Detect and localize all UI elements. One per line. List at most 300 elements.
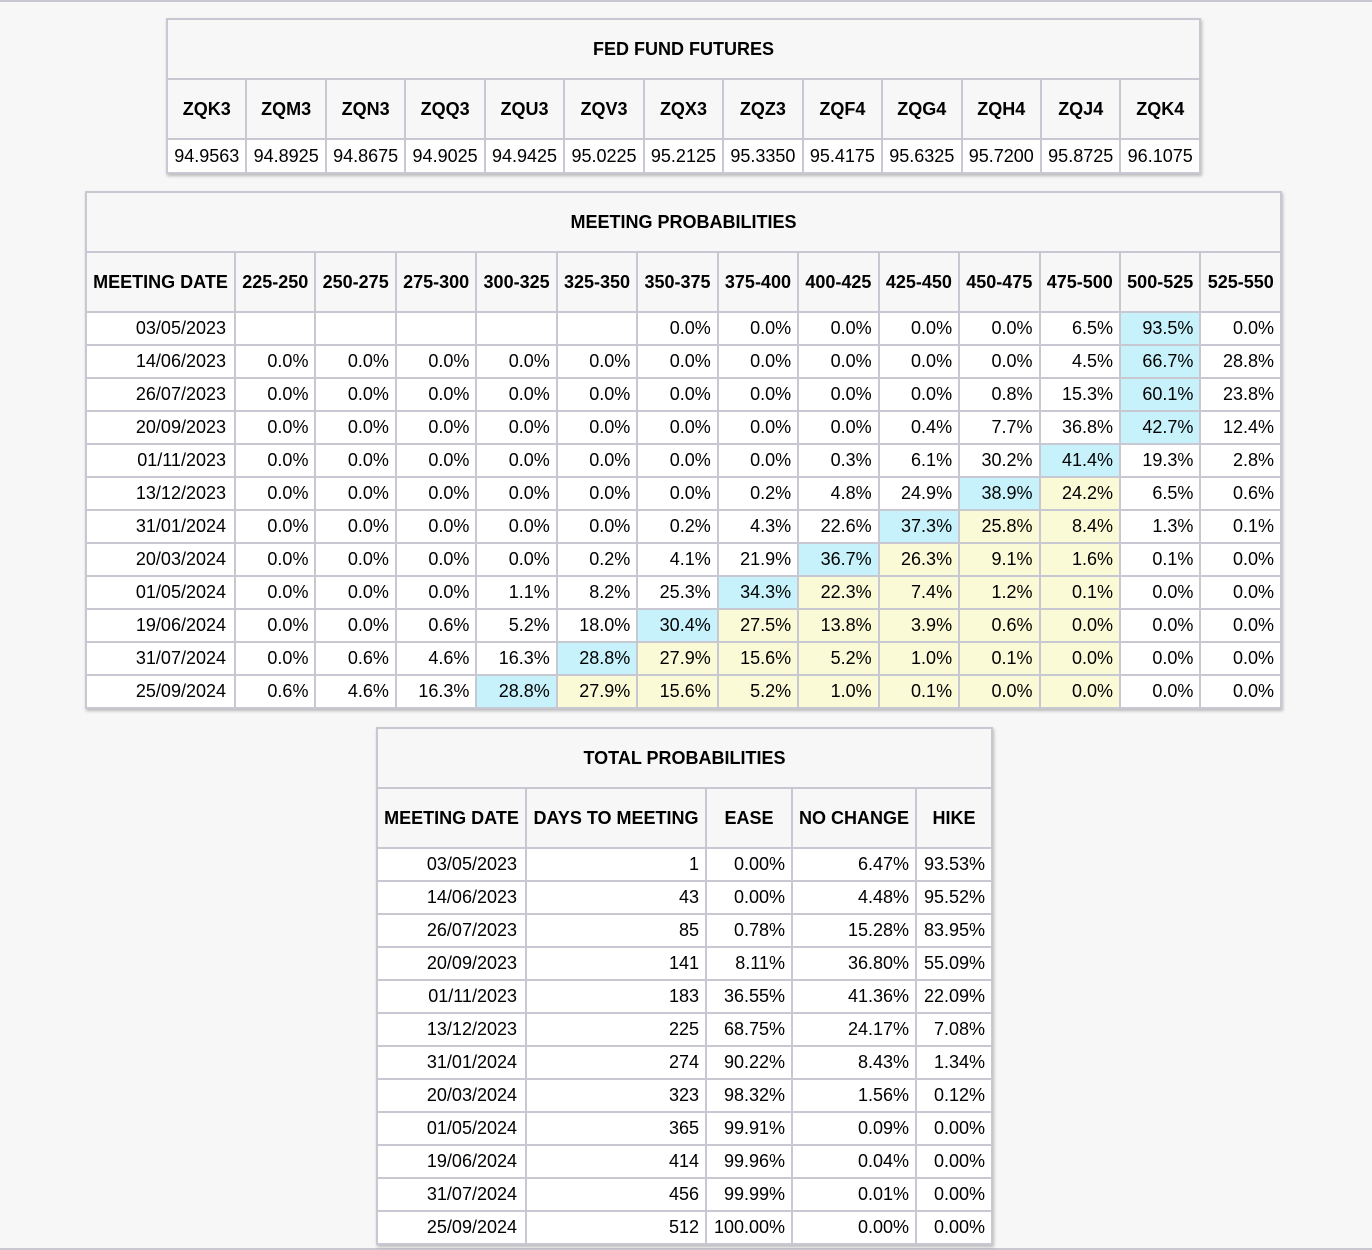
probability-cell: 0.1% <box>1120 543 1200 576</box>
contract-header-zqx3: ZQX3 <box>644 79 723 139</box>
range-header-400-425: 400-425 <box>798 252 878 312</box>
totals-row <box>377 848 992 881</box>
totals-date-cell: 20/09/2023 <box>377 947 526 980</box>
probability-cell <box>235 312 315 345</box>
probability-cell: 0.1% <box>879 675 959 708</box>
totals-date-cell: 01/11/2023 <box>377 980 526 1013</box>
contract-price-zqq3: 94.9025 <box>405 139 484 173</box>
probability-cell: 15.6% <box>637 675 717 708</box>
probability-cell: 0.0% <box>557 345 637 378</box>
totals-value-cell: 7.08% <box>916 1013 992 1046</box>
probability-cell: 0.0% <box>1200 675 1281 708</box>
totals-row <box>377 914 992 947</box>
probability-cell: 0.0% <box>396 510 476 543</box>
probability-cell: 16.3% <box>396 675 476 708</box>
probability-cell: 0.0% <box>396 411 476 444</box>
totals-value-cell: 6.47% <box>792 848 916 881</box>
totals-row <box>377 1046 992 1079</box>
meeting-date-cell: 26/07/2023 <box>86 378 235 411</box>
probability-cell <box>476 312 556 345</box>
probability-cell: 0.0% <box>1200 609 1281 642</box>
probability-cell: 0.0% <box>235 609 315 642</box>
probability-cell: 66.7% <box>1120 345 1200 378</box>
probability-cell: 26.3% <box>879 543 959 576</box>
probability-cell: 42.7% <box>1120 411 1200 444</box>
totals-value-cell: 0.04% <box>792 1145 916 1178</box>
contract-header-zqm3: ZQM3 <box>246 79 325 139</box>
contract-price-zqj4: 95.8725 <box>1041 139 1120 173</box>
probability-cell: 0.0% <box>235 345 315 378</box>
totals-row <box>377 947 992 980</box>
totals-value-cell: 41.36% <box>792 980 916 1013</box>
probability-cell: 0.8% <box>959 378 1039 411</box>
totals-value-cell: 15.28% <box>792 914 916 947</box>
probability-cell: 0.0% <box>959 345 1039 378</box>
probability-cell: 0.0% <box>235 444 315 477</box>
probability-cell: 0.0% <box>476 345 556 378</box>
totals-value-cell: 323 <box>526 1079 706 1112</box>
probability-cell: 8.4% <box>1040 510 1120 543</box>
totals-date-cell: 14/06/2023 <box>377 881 526 914</box>
probability-cell: 0.0% <box>396 378 476 411</box>
totals-value-cell: 0.09% <box>792 1112 916 1145</box>
probability-cell: 36.7% <box>798 543 878 576</box>
meeting-date-cell: 13/12/2023 <box>86 477 235 510</box>
totals-value-cell: 0.12% <box>916 1079 992 1112</box>
contract-price-zqv3: 95.0225 <box>564 139 643 173</box>
totals-value-cell: 1.56% <box>792 1079 916 1112</box>
probability-cell: 16.3% <box>476 642 556 675</box>
totals-value-cell: 1.34% <box>916 1046 992 1079</box>
totals-header-ease: EASE <box>706 788 792 848</box>
contract-price-zqu3: 94.9425 <box>485 139 564 173</box>
totals-value-cell: 36.80% <box>792 947 916 980</box>
meeting-row <box>86 576 1281 609</box>
probability-cell: 0.0% <box>315 378 395 411</box>
meeting-date-cell: 14/06/2023 <box>86 345 235 378</box>
probability-cell: 0.0% <box>1200 312 1281 345</box>
probability-cell: 0.2% <box>718 477 798 510</box>
probability-cell: 0.0% <box>798 345 878 378</box>
totals-value-cell: 43 <box>526 881 706 914</box>
probability-cell: 6.5% <box>1120 477 1200 510</box>
totals-row <box>377 881 992 914</box>
range-header-475-500: 475-500 <box>1040 252 1120 312</box>
meeting-date-cell: 01/11/2023 <box>86 444 235 477</box>
meeting-row <box>86 477 1281 510</box>
meeting-date-cell: 31/07/2024 <box>86 642 235 675</box>
total-probabilities-title: TOTAL PROBABILITIES <box>377 728 992 788</box>
probability-cell: 0.0% <box>718 345 798 378</box>
meeting-date-cell: 25/09/2024 <box>86 675 235 708</box>
probability-cell: 0.4% <box>879 411 959 444</box>
totals-value-cell: 95.52% <box>916 881 992 914</box>
probability-cell: 0.0% <box>315 609 395 642</box>
totals-value-cell: 99.99% <box>706 1178 792 1211</box>
probability-cell: 0.0% <box>235 411 315 444</box>
totals-date-cell: 31/01/2024 <box>377 1046 526 1079</box>
probability-cell: 0.0% <box>476 510 556 543</box>
totals-value-cell: 68.75% <box>706 1013 792 1046</box>
meeting-row <box>86 543 1281 576</box>
totals-row <box>377 1145 992 1178</box>
totals-row <box>377 1211 992 1244</box>
totals-value-cell: 0.00% <box>916 1178 992 1211</box>
probability-cell: 0.0% <box>557 378 637 411</box>
probability-cell: 7.4% <box>879 576 959 609</box>
probability-cell: 0.0% <box>1200 576 1281 609</box>
meeting-probabilities-title: MEETING PROBABILITIES <box>86 192 1281 252</box>
meeting-row <box>86 642 1281 675</box>
contract-price-zqk4: 96.1075 <box>1120 139 1200 173</box>
totals-value-cell: 8.43% <box>792 1046 916 1079</box>
meeting-date-cell: 01/05/2024 <box>86 576 235 609</box>
probability-cell: 0.0% <box>879 378 959 411</box>
contract-header-zqj4: ZQJ4 <box>1041 79 1120 139</box>
meeting-date-cell: 03/05/2023 <box>86 312 235 345</box>
totals-row <box>377 1013 992 1046</box>
totals-value-cell: 83.95% <box>916 914 992 947</box>
probability-cell: 0.0% <box>718 378 798 411</box>
probability-cell: 13.8% <box>798 609 878 642</box>
probability-cell: 0.0% <box>637 411 717 444</box>
probability-cell: 0.0% <box>476 444 556 477</box>
probability-cell: 0.0% <box>879 312 959 345</box>
probability-cell: 1.3% <box>1120 510 1200 543</box>
probability-cell: 34.3% <box>718 576 798 609</box>
totals-date-cell: 25/09/2024 <box>377 1211 526 1244</box>
probability-cell: 1.1% <box>476 576 556 609</box>
totals-row <box>377 980 992 1013</box>
probability-cell: 0.0% <box>476 477 556 510</box>
totals-date-cell: 03/05/2023 <box>377 848 526 881</box>
probability-cell: 0.2% <box>637 510 717 543</box>
totals-value-cell: 24.17% <box>792 1013 916 1046</box>
totals-value-cell: 183 <box>526 980 706 1013</box>
probability-cell: 30.2% <box>959 444 1039 477</box>
meeting-row <box>86 345 1281 378</box>
totals-date-cell: 13/12/2023 <box>377 1013 526 1046</box>
contract-header-zqu3: ZQU3 <box>485 79 564 139</box>
probability-cell: 0.0% <box>557 510 637 543</box>
probability-cell: 18.0% <box>557 609 637 642</box>
contract-price-zqm3: 94.8925 <box>246 139 325 173</box>
totals-value-cell: 85 <box>526 914 706 947</box>
totals-value-cell: 456 <box>526 1178 706 1211</box>
probability-cell: 0.0% <box>396 576 476 609</box>
probability-cell: 0.0% <box>315 543 395 576</box>
probability-cell: 0.0% <box>315 411 395 444</box>
contract-header-zqn3: ZQN3 <box>326 79 405 139</box>
probability-cell: 0.1% <box>1200 510 1281 543</box>
probability-cell: 0.6% <box>959 609 1039 642</box>
probability-cell: 5.2% <box>798 642 878 675</box>
totals-row <box>377 1112 992 1145</box>
probability-cell: 0.0% <box>637 312 717 345</box>
totals-header-hike: HIKE <box>916 788 992 848</box>
probability-cell: 21.9% <box>718 543 798 576</box>
probability-cell: 24.9% <box>879 477 959 510</box>
probability-cell: 0.0% <box>1040 609 1120 642</box>
totals-value-cell: 0.00% <box>916 1211 992 1244</box>
probability-cell: 0.0% <box>235 543 315 576</box>
probability-cell: 0.0% <box>1200 642 1281 675</box>
range-header-325-350: 325-350 <box>557 252 637 312</box>
probability-cell: 0.0% <box>396 444 476 477</box>
totals-value-cell: 99.91% <box>706 1112 792 1145</box>
totals-value-cell: 365 <box>526 1112 706 1145</box>
probability-cell: 8.2% <box>557 576 637 609</box>
totals-date-cell: 01/05/2024 <box>377 1112 526 1145</box>
probability-cell: 0.0% <box>476 378 556 411</box>
totals-value-cell: 0.00% <box>792 1211 916 1244</box>
probability-cell: 0.0% <box>315 510 395 543</box>
meeting-row <box>86 378 1281 411</box>
probability-cell: 0.0% <box>396 345 476 378</box>
probability-cell: 15.6% <box>718 642 798 675</box>
meeting-row <box>86 675 1281 708</box>
meeting-date-cell: 20/03/2024 <box>86 543 235 576</box>
probability-cell: 0.0% <box>476 543 556 576</box>
probability-cell: 0.0% <box>637 345 717 378</box>
probability-cell: 38.9% <box>959 477 1039 510</box>
probability-cell: 0.6% <box>235 675 315 708</box>
probability-cell: 0.0% <box>557 477 637 510</box>
contract-price-zqx3: 95.2125 <box>644 139 723 173</box>
probability-cell: 22.3% <box>798 576 878 609</box>
totals-value-cell: 0.78% <box>706 914 792 947</box>
probability-cell: 0.0% <box>959 675 1039 708</box>
probability-cell: 0.0% <box>396 477 476 510</box>
probability-cell: 6.5% <box>1040 312 1120 345</box>
probability-cell: 60.1% <box>1120 378 1200 411</box>
range-header-250-275: 250-275 <box>315 252 395 312</box>
meeting-date-cell: 19/06/2024 <box>86 609 235 642</box>
probability-cell: 0.0% <box>235 642 315 675</box>
probability-cell: 4.3% <box>718 510 798 543</box>
contract-header-zqv3: ZQV3 <box>564 79 643 139</box>
probability-cell: 0.0% <box>396 543 476 576</box>
probability-cell: 0.0% <box>315 345 395 378</box>
contract-header-zqk3: ZQK3 <box>167 79 246 139</box>
probability-cell: 0.0% <box>1120 675 1200 708</box>
fed-fund-futures-table <box>166 18 1201 174</box>
probability-cell: 25.8% <box>959 510 1039 543</box>
probability-cell: 0.0% <box>235 477 315 510</box>
contract-price-zqg4: 95.6325 <box>882 139 961 173</box>
totals-date-cell: 19/06/2024 <box>377 1145 526 1178</box>
range-header-425-450: 425-450 <box>879 252 959 312</box>
probability-cell: 0.0% <box>557 411 637 444</box>
probability-cell: 22.6% <box>798 510 878 543</box>
probability-cell: 0.0% <box>235 576 315 609</box>
meeting-row <box>86 609 1281 642</box>
totals-value-cell: 4.48% <box>792 881 916 914</box>
probability-cell: 0.1% <box>1040 576 1120 609</box>
meeting-date-cell: 31/01/2024 <box>86 510 235 543</box>
totals-value-cell: 0.01% <box>792 1178 916 1211</box>
probability-cell: 19.3% <box>1120 444 1200 477</box>
probability-cell: 28.8% <box>557 642 637 675</box>
probability-cell: 0.0% <box>1200 543 1281 576</box>
contract-price-zqz3: 95.3350 <box>723 139 802 173</box>
probability-cell: 1.0% <box>879 642 959 675</box>
probability-cell: 0.2% <box>557 543 637 576</box>
probability-cell: 24.2% <box>1040 477 1120 510</box>
probability-cell: 0.0% <box>1120 642 1200 675</box>
contract-price-zqf4: 95.4175 <box>803 139 882 173</box>
totals-value-cell: 0.00% <box>916 1112 992 1145</box>
probability-cell: 27.9% <box>637 642 717 675</box>
probability-cell: 0.1% <box>959 642 1039 675</box>
probability-cell: 0.0% <box>798 411 878 444</box>
range-header-350-375: 350-375 <box>637 252 717 312</box>
probability-cell: 0.0% <box>879 345 959 378</box>
probability-cell: 0.0% <box>637 477 717 510</box>
totals-value-cell: 1 <box>526 848 706 881</box>
probability-cell: 0.0% <box>1040 675 1120 708</box>
totals-date-cell: 26/07/2023 <box>377 914 526 947</box>
probability-cell: 4.8% <box>798 477 878 510</box>
probability-cell: 4.6% <box>315 675 395 708</box>
probability-cell: 0.3% <box>798 444 878 477</box>
totals-value-cell: 98.32% <box>706 1079 792 1112</box>
probability-cell: 27.5% <box>718 609 798 642</box>
totals-value-cell: 36.55% <box>706 980 792 1013</box>
probability-cell: 37.3% <box>879 510 959 543</box>
total-probabilities-table <box>376 727 993 1245</box>
contract-price-zqh4: 95.7200 <box>962 139 1041 173</box>
totals-header-meeting-date: MEETING DATE <box>377 788 526 848</box>
probability-cell: 0.0% <box>557 444 637 477</box>
probability-cell: 0.6% <box>315 642 395 675</box>
contract-header-zqf4: ZQF4 <box>803 79 882 139</box>
totals-value-cell: 141 <box>526 947 706 980</box>
futures-title: FED FUND FUTURES <box>167 19 1200 79</box>
probability-cell: 0.0% <box>718 444 798 477</box>
probability-cell: 0.0% <box>315 477 395 510</box>
totals-date-cell: 31/07/2024 <box>377 1178 526 1211</box>
totals-value-cell: 8.11% <box>706 947 792 980</box>
totals-value-cell: 100.00% <box>706 1211 792 1244</box>
range-header-275-300: 275-300 <box>396 252 476 312</box>
probability-cell: 9.1% <box>959 543 1039 576</box>
probability-cell: 0.0% <box>798 312 878 345</box>
meeting-row <box>86 312 1281 345</box>
range-header-225-250: 225-250 <box>235 252 315 312</box>
totals-value-cell: 274 <box>526 1046 706 1079</box>
totals-value-cell: 90.22% <box>706 1046 792 1079</box>
contract-header-zqh4: ZQH4 <box>962 79 1041 139</box>
totals-value-cell: 512 <box>526 1211 706 1244</box>
contract-price-zqn3: 94.8675 <box>326 139 405 173</box>
probability-cell: 1.0% <box>798 675 878 708</box>
totals-value-cell: 0.00% <box>706 848 792 881</box>
totals-header-days-to-meeting: DAYS TO MEETING <box>526 788 706 848</box>
probability-cell: 0.0% <box>1120 576 1200 609</box>
probability-cell: 0.0% <box>315 576 395 609</box>
range-header-525-550: 525-550 <box>1200 252 1281 312</box>
probability-cell: 0.0% <box>798 378 878 411</box>
probability-cell: 0.6% <box>1200 477 1281 510</box>
probability-cell: 0.0% <box>1120 609 1200 642</box>
meeting-row <box>86 510 1281 543</box>
probability-cell: 5.2% <box>718 675 798 708</box>
totals-value-cell: 0.00% <box>916 1145 992 1178</box>
totals-value-cell: 22.09% <box>916 980 992 1013</box>
meeting-date-cell: 20/09/2023 <box>86 411 235 444</box>
probability-cell: 93.5% <box>1120 312 1200 345</box>
probability-cell: 0.0% <box>637 378 717 411</box>
range-header-500-525: 500-525 <box>1120 252 1200 312</box>
contract-price-zqk3: 94.9563 <box>167 139 246 173</box>
probability-cell: 41.4% <box>1040 444 1120 477</box>
probability-cell: 3.9% <box>879 609 959 642</box>
probability-cell: 0.0% <box>235 510 315 543</box>
probability-cell <box>315 312 395 345</box>
range-header-300-325: 300-325 <box>476 252 556 312</box>
meeting-probabilities-table <box>85 191 1282 709</box>
totals-value-cell: 225 <box>526 1013 706 1046</box>
totals-row <box>377 1178 992 1211</box>
probability-cell: 1.6% <box>1040 543 1120 576</box>
range-header-450-475: 450-475 <box>959 252 1039 312</box>
probability-cell: 36.8% <box>1040 411 1120 444</box>
probability-cell: 0.0% <box>718 411 798 444</box>
totals-row <box>377 1079 992 1112</box>
probability-cell: 4.1% <box>637 543 717 576</box>
probability-cell: 7.7% <box>959 411 1039 444</box>
probability-cell: 0.0% <box>959 312 1039 345</box>
probability-cell: 0.0% <box>315 444 395 477</box>
probability-cell: 0.0% <box>235 378 315 411</box>
contract-header-zqz3: ZQZ3 <box>723 79 802 139</box>
contract-header-zqq3: ZQQ3 <box>405 79 484 139</box>
probability-cell: 6.1% <box>879 444 959 477</box>
contract-header-zqk4: ZQK4 <box>1120 79 1200 139</box>
probability-cell <box>396 312 476 345</box>
totals-value-cell: 99.96% <box>706 1145 792 1178</box>
range-header-375-400: 375-400 <box>718 252 798 312</box>
totals-value-cell: 0.00% <box>706 881 792 914</box>
probability-cell: 2.8% <box>1200 444 1281 477</box>
probability-cell <box>557 312 637 345</box>
totals-header-no-change: NO CHANGE <box>792 788 916 848</box>
probability-cell: 27.9% <box>557 675 637 708</box>
totals-value-cell: 414 <box>526 1145 706 1178</box>
totals-value-cell: 55.09% <box>916 947 992 980</box>
totals-date-cell: 20/03/2024 <box>377 1079 526 1112</box>
probability-cell: 30.4% <box>637 609 717 642</box>
probability-cell: 0.0% <box>476 411 556 444</box>
probability-cell: 15.3% <box>1040 378 1120 411</box>
probability-cell: 25.3% <box>637 576 717 609</box>
probability-cell: 4.6% <box>396 642 476 675</box>
probability-cell: 28.8% <box>1200 345 1281 378</box>
probability-cell: 0.0% <box>718 312 798 345</box>
probability-cell: 5.2% <box>476 609 556 642</box>
probability-cell: 0.0% <box>1040 642 1120 675</box>
probability-cell: 23.8% <box>1200 378 1281 411</box>
meeting-date-header: MEETING DATE <box>86 252 235 312</box>
totals-value-cell: 93.53% <box>916 848 992 881</box>
probability-cell: 12.4% <box>1200 411 1281 444</box>
meeting-row <box>86 411 1281 444</box>
contract-header-zqg4: ZQG4 <box>882 79 961 139</box>
probability-cell: 0.6% <box>396 609 476 642</box>
probability-cell: 1.2% <box>959 576 1039 609</box>
meeting-row <box>86 444 1281 477</box>
